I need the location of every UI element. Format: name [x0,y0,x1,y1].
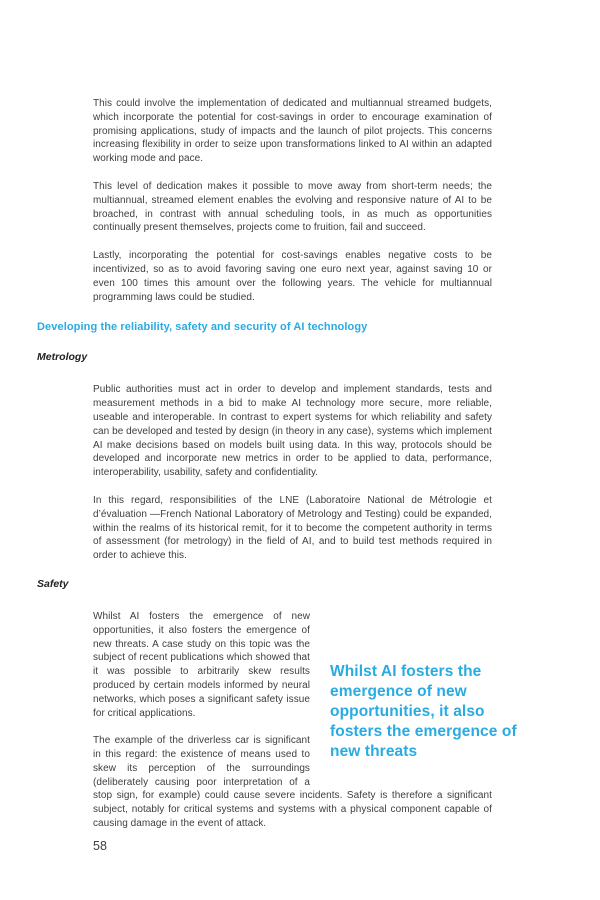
section-heading: Developing the reliability, safety and security of AI technology [37,321,368,334]
pull-quote-line: new threats [330,742,418,760]
pull-quote-line: opportunities, it also [330,702,485,720]
subheading-safety: Safety [37,577,69,590]
pull-quote-line: fosters the emergence of [330,722,517,740]
safety-text-block [93,610,517,831]
intro-paragraph-2: This level of dedication makes it possible to move away from short-term needs; the multiannual, streamed element enables the evolving and responsive nature of AI to be broached, in contrast with annual scheduling tools, in as much as opportunities continually present themselves, projects come to fruition, fail and succeed. [93,180,492,234]
subheading-metrology: Metrology [37,351,88,364]
metrology-paragraph-2: In this regard, responsibilities of the LNE (Laboratoire National de Métrologie et d’évaluation —French National Laboratory of Metrology and Testing) could be expanded, within the realms of its historical remit, for it to become the competent authority in terms of assessment (for metrology) in the field of AI, and to build test methods required in order to achieve this. [93,494,492,562]
pull-quote-line: Whilst AI fosters the [330,662,482,680]
pull-quote-line: emergence of new [330,682,467,700]
metrology-paragraph-1: Public authorities must act in order to develop and implement standards, tests and measurement methods in a bid to make AI technology more secure, more reliable, useable and interoperable. In contrast to expert systems for which reliability and safety can be developed and tested by design (in theory in any case), systems which implement AI make decisions based on models built using data. In this way, protocols should be developed and incorporate new metrics in order to be applied to data, performance, interoperability, usability, safety and confidentiality. [93,384,492,479]
safety-paragraph-2: The example of the driverless car is significant in this regard: the existence of means used to skew its perception of the surroundings (deliberately causing poor interpretation of a stop sign, for example) could cause severe incidents. Safety is therefore a significant subject, notably for critical systems and systems with a physical component capable of causing damage in the event of attack. [93,735,492,830]
intro-paragraph-1: This could involve the implementation of dedicated and multiannual streamed budgets, which incorporate the potential for cost-savings in order to encourage examination of promising applications, study of impacts and the launch of pilot projects. This concerns increasing flexibility in order to seize upon transformations linked to AI within an adapted working mode and pace. [93,98,492,165]
intro-paragraph-3: Lastly, incorporating the potential for cost-savings enables negative costs to be incentivized, so as to avoid favoring saving one euro next year, against saving 10 or even 100 times this amount over the following years. The vehicle for multiannual programming laws could be studied. [93,250,492,303]
safety-paragraph-1: Whilst AI fosters the emergence of new opportunities, it also fosters the emergence of new threats. A case study on this topic was the subject of recent publications which showed that it was possible to arbitrarily skew results produced by certain models informed by neural networks, which poses a significant safety issue for critical applications. [93,610,310,719]
page-number: 58 [93,839,107,853]
pull-quote [330,662,520,772]
